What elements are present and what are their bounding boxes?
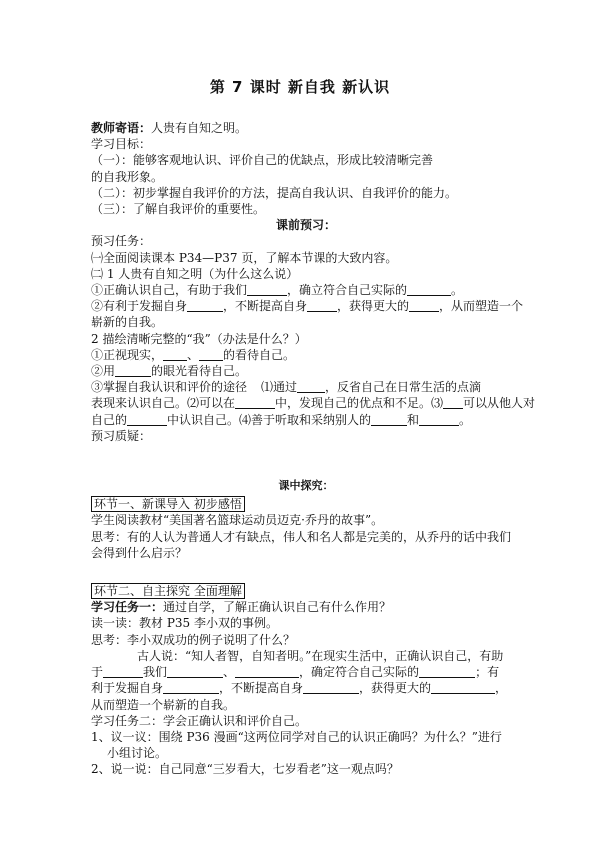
think-line: 思考：李小双成功的例子说明了什么？ bbox=[91, 632, 296, 647]
blank[interactable] bbox=[431, 681, 495, 694]
goal-1a: （一）：能够客观地认识、评价自己的优缺点，形成比较清晰完善 bbox=[91, 153, 434, 168]
blank[interactable] bbox=[419, 413, 459, 426]
blank[interactable] bbox=[443, 396, 463, 409]
discuss-2: 2、说一说：自己同意“三岁看大，七岁看老”这一观点吗？ bbox=[91, 762, 399, 777]
section-1-box: 环节一、新课导入 初步感悟 bbox=[91, 496, 521, 512]
worksheet-content bbox=[91, 120, 536, 778]
preview-heading: 课前预习： bbox=[275, 218, 336, 233]
preview-task-label: 预习任务： bbox=[91, 234, 152, 249]
blank[interactable] bbox=[103, 665, 143, 678]
preview-line-2: ㈡ 1 人贵有自知之明（为什么这么说） bbox=[91, 266, 299, 281]
preview-line-10: 表现来认识自己。⑵可以在 中，发现自己的优点和不足。⑶ 可以从他人对 bbox=[91, 396, 536, 411]
blank[interactable] bbox=[187, 299, 223, 312]
read-line: 读一读：教材 P35 李小双的事例。 bbox=[91, 616, 278, 631]
preview-line-4: ②有利于发掘自身 ，不断提高自身 ，获得更大的 ，从而塑造一个 bbox=[91, 299, 524, 314]
blank[interactable] bbox=[127, 413, 167, 426]
goal-2: （二）：初步掌握自我评价的方法，提高自我认识、自我评价的能力。 bbox=[91, 185, 458, 200]
blank[interactable] bbox=[115, 364, 151, 377]
blank[interactable] bbox=[407, 283, 451, 296]
page-title: 第 7 课时 新自我 新认识 bbox=[209, 78, 391, 96]
goal-1b: 的自我形象。 bbox=[91, 169, 164, 184]
fill-line-1: 于 我们 、 ，确定符合自己实际的 ；有 bbox=[91, 665, 500, 680]
section-1-line-3: 会得到什么启示？ bbox=[91, 545, 188, 560]
quote-line: 古人说：“知人者智，自知者明。”在现实生活中，正确认识自己，有助 bbox=[137, 648, 504, 663]
blank[interactable] bbox=[409, 299, 439, 312]
explore-heading: 课中探究： bbox=[278, 479, 334, 493]
preview-line-1: ㈠全面阅读课本 P34—P37 页，了解本节课的大致内容。 bbox=[91, 250, 398, 265]
teacher-message: 教师寄语：人贵有自知之明。 bbox=[91, 121, 248, 135]
task-2: 学习任务二：学会正确认识和评价自己。 bbox=[91, 713, 308, 728]
blank[interactable] bbox=[371, 413, 407, 426]
preview-line-8: ②用 的眼光看待自己。 bbox=[91, 364, 248, 379]
preview-line-6: 2 描绘清晰完整的“我”（办法是什么？） bbox=[91, 331, 307, 346]
preview-quality: 预习质疑： bbox=[91, 428, 152, 443]
blank[interactable] bbox=[419, 665, 475, 678]
preview-line-3: ①正确认识自己，有助于我们 ，确立符合自己实际的 。 bbox=[91, 283, 464, 298]
blank[interactable] bbox=[163, 348, 187, 361]
section-1-line-1: 学生阅读教材“美国著名篮球运动员迈克·乔丹的故事”。 bbox=[91, 513, 384, 528]
section-2-box: 环节二、自主探究 全面理解 bbox=[91, 583, 521, 599]
task-1: 学习任务一：通过自学，了解正确认识自己有什么作用？ bbox=[91, 600, 392, 615]
preview-line-5: 崭新的自我。 bbox=[91, 315, 164, 330]
blank[interactable] bbox=[297, 380, 325, 393]
discuss-1b: 小组讨论。 bbox=[107, 746, 168, 761]
fill-line-3: 从而塑造一个崭新的自我。 bbox=[91, 697, 236, 712]
blank[interactable] bbox=[303, 681, 359, 694]
blank[interactable] bbox=[235, 396, 275, 409]
blank[interactable] bbox=[167, 665, 223, 678]
blank[interactable] bbox=[307, 299, 337, 312]
fill-line-2: 利于发掘自身 ，不断提高自身 ，获得更大的 ， bbox=[91, 681, 508, 696]
section-1-line-2: 思考：有的人认为普通人才有缺点，伟人和名人都是完美的，从乔丹的话中我们 bbox=[91, 529, 512, 544]
blank[interactable] bbox=[247, 283, 287, 296]
goal-3: （三）：了解自我评价的重要性。 bbox=[91, 202, 266, 217]
preview-line-7: ①正视现实， 、 的看待自己。 bbox=[91, 347, 296, 362]
goals-label: 学习目标： bbox=[91, 137, 152, 152]
preview-line-11: 自己的 中认识自己。⑷善于听取和采纳别人的 和 。 bbox=[91, 412, 472, 427]
blank[interactable] bbox=[163, 681, 219, 694]
blank[interactable] bbox=[199, 348, 223, 361]
preview-line-9: ③掌握自我认识和评价的途径 ⑴通过 ，反省自己在日常生活的点滴 bbox=[91, 380, 482, 395]
discuss-1: 1、议一议：围绕 P36 漫画“这两位同学对自己的认识正确吗？为什么？”进行 bbox=[91, 729, 502, 744]
blank[interactable] bbox=[235, 665, 299, 678]
